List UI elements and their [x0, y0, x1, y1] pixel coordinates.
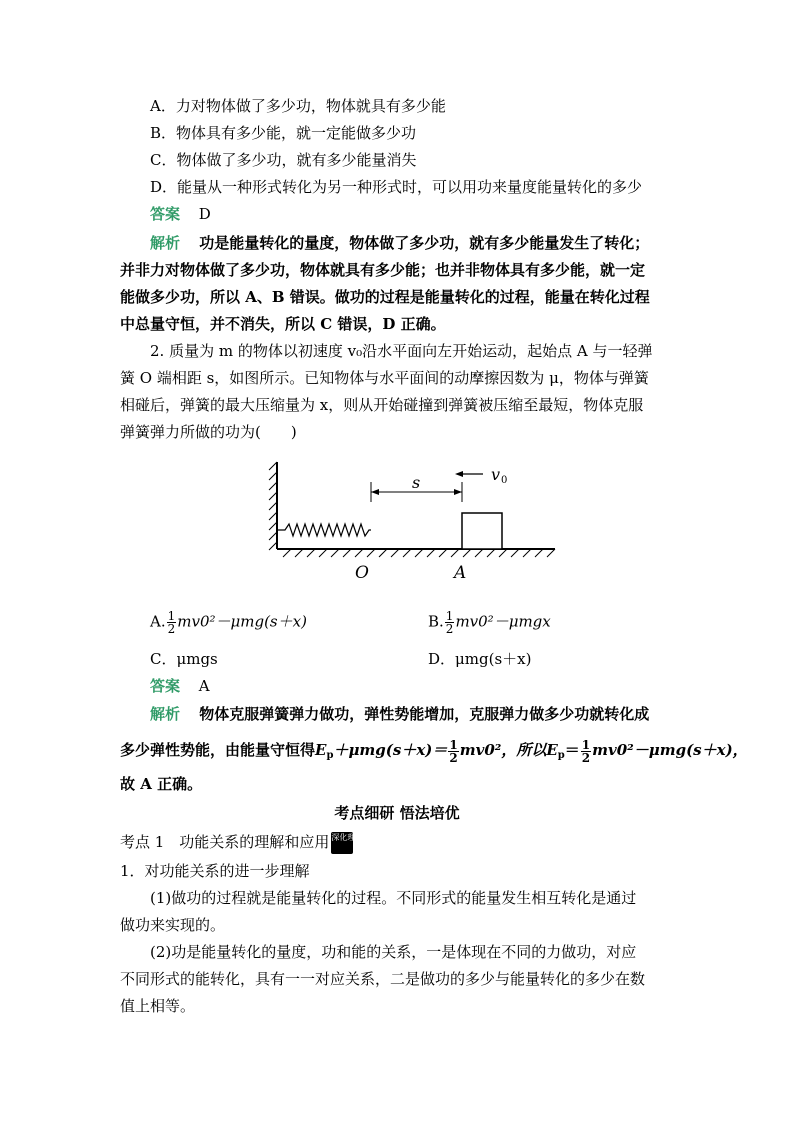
wall-hatching [269, 462, 277, 550]
fraction [581, 739, 591, 764]
fraction-num: 1 [445, 609, 454, 623]
q2-option-b [428, 610, 551, 635]
p1-line-2: 做功来实现的。 [120, 916, 226, 934]
section-title: 考点细研 悟法培优 [334, 804, 460, 822]
fraction-den: 2 [449, 750, 458, 765]
subheading-1: 1．对功能关系的进一步理解 [120, 862, 310, 880]
q2-stem-line-2: 簧 O 端相距 s，如图所示。已知物体与水平面间的动摩擦因数为 μ，物体与弹簧 [120, 369, 649, 387]
dim-arrow-left [371, 489, 379, 495]
p1-line-1: (1)做功的过程就是能量转化的过程。不同形式的能量发生相互转化是通过 [150, 889, 637, 907]
fraction [167, 610, 177, 635]
p2-line-2: 不同形式的能转化，具有一一对应关系，二是做功的多少与能量转化的多少在数 [120, 970, 646, 988]
option-b-expr: mv0²－μmgx [455, 612, 551, 631]
analysis-text: 物体克服弹簧弹力做功，弹性势能增加，克服弹力做多少功就转化成 [199, 705, 650, 723]
fraction-den: 2 [581, 750, 591, 765]
answer-value: D [198, 205, 211, 223]
p2-line-3: 值上相等。 [120, 997, 196, 1015]
q1-option-c: C．物体做了多少功，就有多少能量消失 [150, 151, 417, 169]
fraction [445, 610, 455, 635]
q1-option-b: B．物体具有多少能，就一定能做多少功 [150, 124, 417, 142]
option-b-prefix: B. [428, 612, 444, 631]
analysis-text-e: mv0²－μmg(s＋x)， [592, 741, 748, 759]
label-s: s [412, 473, 421, 492]
analysis-label: 解析 [150, 705, 181, 723]
point-title [120, 832, 364, 854]
label-v: v [491, 465, 501, 484]
point-title-text: 考点 1 功能关系的理解和应用 [120, 833, 330, 851]
q1-answer [150, 204, 211, 224]
q1-analysis-line-4: 中总量守恒，并不消失，所以 C 错误，D 正确。 [120, 315, 446, 333]
option-a-prefix: A. [150, 612, 166, 631]
q2-option-c: C．μmgs [150, 650, 218, 668]
deepen-badge: 深化理解 [331, 832, 353, 854]
q1-analysis-line-1 [150, 233, 649, 253]
answer-label: 答案 [150, 205, 181, 223]
fraction-den: 2 [445, 622, 454, 636]
floor-hatching [283, 549, 555, 557]
q2-option-d: D．μmg(s＋x) [428, 650, 532, 668]
analysis-text: 功是能量转化的量度，物体做了多少功，就有多少能量发生了转化； [199, 234, 650, 252]
analysis-label: 解析 [150, 234, 181, 252]
spring-block-figure [255, 452, 565, 592]
p2-line-1: (2)功是能量转化的量度，功和能的关系，一是体现在不同的力做功，对应 [150, 943, 637, 961]
analysis-text-a: 多少弹性势能，由能量守恒得 [120, 741, 316, 759]
dim-arrow-right [454, 489, 462, 495]
q2-stem-line-4: 弹簧弹力所做的功为( ) [120, 423, 297, 441]
fraction-den: 2 [167, 622, 176, 636]
q2-analysis-line-2: 多少弹性势能，由能量守恒得$E_p+\mu mg(s+x)=$ $\frac{1}{2}$ mv0²，所以$E_p=$ $\frac{1}{2}$ mv0²－μmg(s＋x)， [120, 737, 748, 765]
analysis-text-c: mv0²，所以 [459, 741, 547, 759]
fraction [448, 739, 458, 764]
answer-label: 答案 [150, 677, 181, 695]
fraction-num: 1 [167, 609, 176, 623]
q2-analysis-line-1 [150, 704, 649, 724]
fraction-num: 1 [449, 737, 458, 752]
block [462, 513, 502, 549]
q2-answer [150, 676, 210, 696]
analysis-text-d: ＝ [564, 741, 580, 759]
q1-option-a: A．力对物体做了多少功，物体就具有多少能 [150, 97, 446, 115]
q1-analysis-line-2: 并非力对物体做了多少功，物体就具有多少能；也并非物体具有多少能，就一定 [120, 261, 646, 279]
q2-stem-line-3: 相碰后，弹簧的最大压缩量为 x，则从开始碰撞到弹簧被压缩至最短，物体克服 [120, 396, 644, 414]
fraction-num: 1 [581, 737, 591, 752]
q1-analysis-line-3: 能做多少功，所以 A、B 错误。做功的过程是能量转化的过程，能量在转化过程 [120, 288, 650, 306]
velocity-arrow-head [455, 471, 463, 477]
label-O: O [355, 563, 369, 583]
q2-stem-line-1: 2. 质量为 m 的物体以初速度 v₀沿水平面向左开始运动，起始点 A 与一轻弹 [150, 342, 653, 360]
analysis-text-b: ＋μmg(s＋x)＝ [333, 741, 448, 759]
q1-option-d: D．能量从一种形式转化为另一种形式时，可以用功来量度能量转化的多少 [150, 178, 643, 196]
answer-value: A [198, 677, 210, 695]
label-A: A [454, 563, 467, 583]
q2-analysis-line-3: 故 A 正确。 [120, 775, 203, 793]
option-a-expr: mv0²－μmg(s＋x) [177, 612, 307, 631]
label-v-sub: 0 [501, 475, 508, 486]
spring [277, 524, 371, 536]
q2-option-a [150, 610, 307, 635]
